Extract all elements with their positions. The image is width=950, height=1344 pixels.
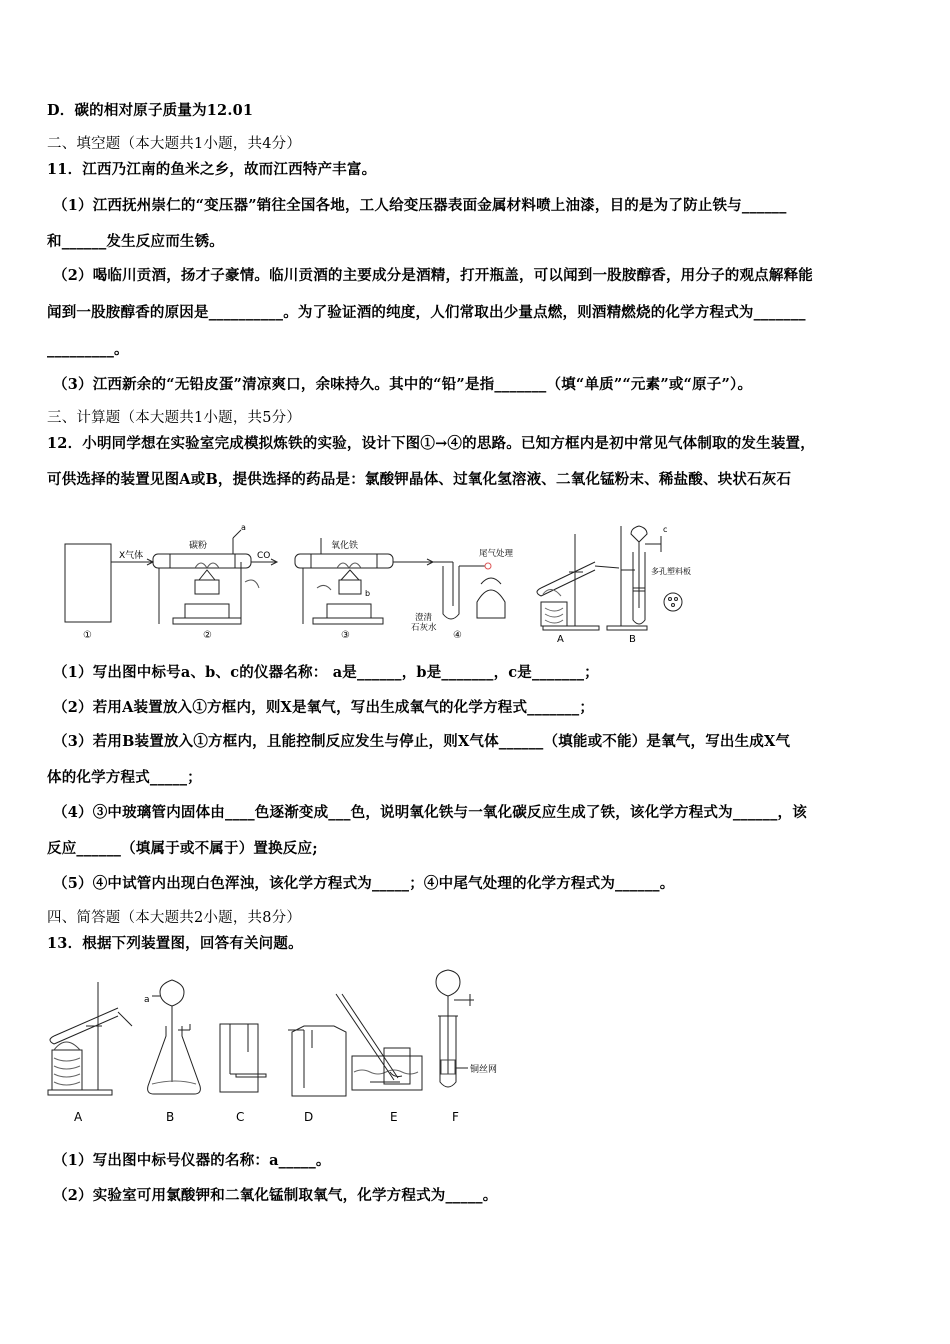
carbon-tube xyxy=(153,554,251,568)
fig2-label-E: E xyxy=(390,1110,398,1124)
q13-part1: （1）写出图中标号仪器的名称：a_____。 xyxy=(53,1152,331,1169)
q12-part4-cont: 反应______（填属于或不属于）置换反应; xyxy=(47,840,318,857)
fe2o3-label: 氧化铁 xyxy=(331,541,359,551)
label-B: B xyxy=(629,634,636,645)
x-gas-label: X气体 xyxy=(119,551,144,561)
q12-part3-cont: 体的化学方程式_____； xyxy=(47,769,202,786)
fig2-label-F: F xyxy=(452,1110,459,1124)
section-4-heading: 四、简答题（本大题共2小题，共8分） xyxy=(47,910,302,926)
q12-part4: （4）③中玻璃管内固体由____色逐渐变成___色，说明氧化铁与一氧化碳反应生成了铁，该化学方程式为______，该 xyxy=(53,804,807,821)
q11-part2-cont2: _________。 xyxy=(47,341,129,358)
option-d: D．碳的相对原子质量为12.01 xyxy=(47,102,254,119)
section-3-heading: 三、计算题（本大题共1小题，共5分） xyxy=(47,410,302,426)
q12-part3: （3）若用B装置放入①方框内，且能控制反应发生与停止，则X气体______（填能或不能）是氧气，写出生成X气 xyxy=(53,733,791,750)
label-A: A xyxy=(557,634,564,645)
fig2-label-C: C xyxy=(236,1110,245,1124)
limewater-label-2: 石灰水 xyxy=(411,623,437,633)
fig2-label-A: A xyxy=(74,1110,83,1124)
question-12-cont: 可供选择的装置见图A或B，提供选择的药品是：氯酸钾晶体、过氧化氢溶液、二氧化锰粉末、稀盐酸、块状石灰石 xyxy=(47,471,792,488)
porous-plate-label: 多孔塑料板 xyxy=(651,567,691,576)
section-2-heading: 二、填空题（本大题共1小题，共4分） xyxy=(47,136,302,152)
q11-part3: （3）江西新余的“无铅皮蛋”清凉爽口，余味持久。其中的“铅”是指_______（填“单质”“元素”或“原子”）。 xyxy=(53,376,753,393)
fig2-label-B: B xyxy=(166,1110,175,1124)
q11-part2-cont: 闻到一股胺醇香的原因是__________。为了验证酒的纯度，人们常取出少量点燃，则酒精燃烧的化学方程式为_______ xyxy=(47,304,806,321)
copper-mesh-label: 铜丝网 xyxy=(470,1065,498,1075)
q12-part1: （1）写出图中标号a、b、c的仪器名称： a是______，b是_______，c是_______； xyxy=(53,664,599,681)
iron-smelting-figure xyxy=(55,522,755,646)
question-13: 13．根据下列装置图，回答有关问题。 xyxy=(47,935,303,952)
q11-part2: （2）喝临川贡酒，扬才子豪情。临川贡酒的主要成分是酒精，打开瓶盖，可以闻到一股胺醇香，用分子的观点解释能 xyxy=(53,267,813,284)
fig2-label-D: D xyxy=(304,1110,314,1124)
question-11: 11．江西乃江南的鱼米之乡，故而江西特产丰富。 xyxy=(47,161,377,178)
q12-part5: （5）④中试管内出现白色浑浊，该化学方程式为_____；④中尾气处理的化学方程式为______。 xyxy=(53,875,675,892)
label-2: ② xyxy=(203,630,212,641)
q13-part2: （2）实验室可用氯酸钾和二氧化锰制取氧气，化学方程式为_____。 xyxy=(53,1187,498,1204)
carbon-label: 碳粉 xyxy=(189,541,208,551)
generator-box xyxy=(65,544,111,622)
label-3: ③ xyxy=(341,630,350,641)
fig2-mark-a: a xyxy=(144,995,150,1005)
mark-a: a xyxy=(241,523,246,532)
tail-gas-label: 尾气处理 xyxy=(479,549,514,559)
mark-b: b xyxy=(365,589,371,598)
label-4: ④ xyxy=(453,630,462,641)
question-12: 12．小明同学想在实验室完成模拟炼铁的实验，设计下图①→④的思路。已知方框内是初中常见气体制取的发生装置， xyxy=(47,435,815,452)
apparatus-figure xyxy=(40,964,520,1128)
mark-c: c xyxy=(663,525,668,534)
limewater-label-1: 澄清 xyxy=(415,613,433,623)
q11-part1: （1）江西抚州崇仁的“变压器”销往全国各地，工人给变压器表面金属材料喷上油漆，目的是为了防止铁与______ xyxy=(53,197,787,214)
label-1: ① xyxy=(83,630,92,641)
q12-part2: （2）若用A装置放入①方框内，则X是氧气，写出生成氧气的化学方程式_______； xyxy=(53,699,595,716)
q11-part1-cont: 和______发生反应而生锈。 xyxy=(47,233,224,250)
co-label: CO xyxy=(257,551,271,561)
iron-oxide-tube xyxy=(295,554,393,568)
